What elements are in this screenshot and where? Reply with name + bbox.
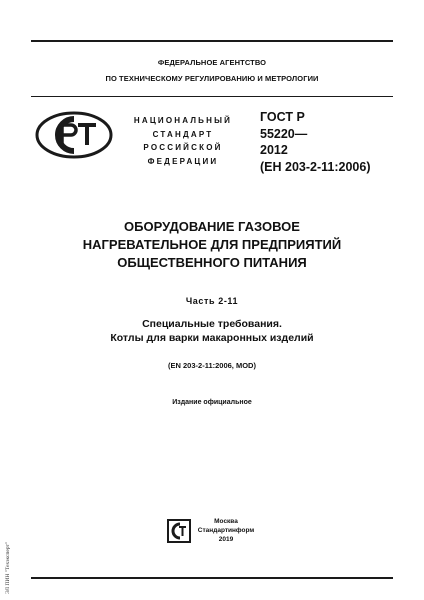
document-subtitle [31, 317, 393, 345]
standard-code-line: (ЕН 203-2-11:2006) [260, 159, 371, 174]
document-title [31, 218, 393, 272]
agency-name-line-2: ПО ТЕХНИЧЕСКОМУ РЕГУЛИРОВАНИЮ И МЕТРОЛОГИИ [105, 74, 319, 83]
bottom-rule [31, 577, 393, 579]
national-line: НАЦИОНАЛЬНЫЙ [133, 116, 233, 125]
gost-r-logo-icon [34, 110, 114, 160]
publisher-name: Стандартинформ [197, 527, 255, 534]
national-standard-caption [122, 114, 244, 168]
document-part: Часть 2-11 [185, 296, 239, 306]
standard-code-line: 55220— [260, 126, 308, 141]
top-rule [31, 40, 393, 42]
title-line: ОБОРУДОВАНИЕ ГАЗОВОЕ [124, 219, 300, 234]
publisher-city: Москва [214, 518, 238, 525]
standard-code [260, 109, 390, 175]
side-watermark-note: ЭЛ ПИН "Техэксперт" [5, 541, 11, 594]
agency-name-line-1: ФЕДЕРАЛЬНОЕ АГЕНТСТВО [157, 58, 267, 67]
title-line: НАГРЕВАТЕЛЬНОЕ ДЛЯ ПРЕДПРИЯТИЙ [82, 237, 342, 252]
standard-code-line: 2012 [260, 143, 288, 157]
publication-year: 2019 [218, 536, 234, 543]
subtitle-line: Котлы для варки макаронных изделий [110, 332, 314, 344]
standard-code-line: ГОСТ Р [260, 110, 305, 124]
header-divider [31, 96, 393, 97]
title-line: ОБЩЕСТВЕННОГО ПИТАНИЯ [117, 255, 307, 270]
en-reference: (EN 203-2-11:2006, MOD) [168, 361, 256, 370]
edition-note: Издание официальное [172, 399, 252, 406]
national-line: РОССИЙСКОЙ [143, 143, 223, 152]
subtitle-line: Специальные требования. [142, 318, 282, 330]
publisher-info [196, 517, 256, 544]
national-line: СТАНДАРТ [152, 129, 214, 139]
national-line: ФЕДЕРАЦИИ [147, 156, 219, 166]
standartinform-logo-icon [167, 519, 191, 543]
